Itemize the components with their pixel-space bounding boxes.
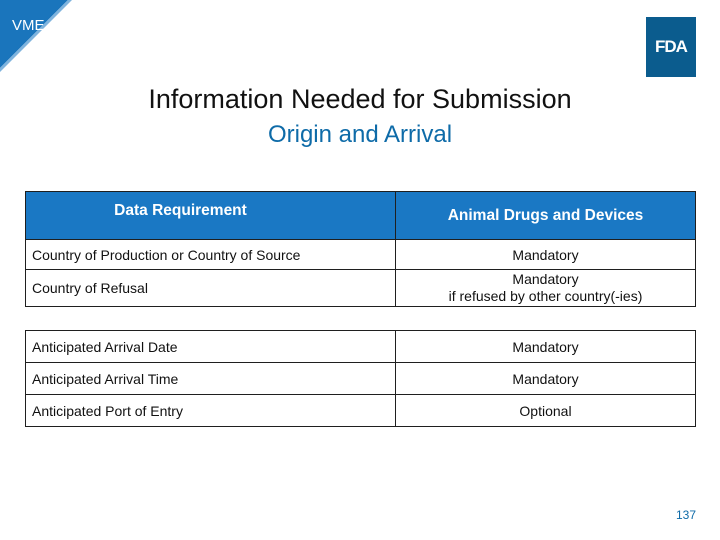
- table-row: [26, 395, 696, 427]
- requirements-table: [25, 191, 696, 427]
- corner-label: VME: [12, 17, 45, 34]
- corner-decoration: [0, 0, 80, 80]
- row-value: Mandatory: [512, 271, 579, 287]
- header-animal-drugs-devices: Animal Drugs and Devices: [396, 192, 696, 240]
- row-value: Mandatory: [396, 331, 696, 363]
- row-value-cell: [396, 270, 696, 307]
- table-row: [26, 240, 696, 270]
- page-subtitle: Origin and Arrival: [267, 121, 453, 148]
- table-row: [26, 270, 696, 307]
- row-requirement: Country of Refusal: [26, 270, 396, 307]
- row-requirement: Anticipated Arrival Time: [26, 363, 396, 395]
- table-header-row: [26, 192, 696, 240]
- page-number: 137: [675, 508, 696, 522]
- header-data-requirement: Data Requirement: [26, 192, 396, 240]
- table-row: [26, 331, 696, 363]
- row-requirement: Anticipated Port of Entry: [26, 395, 396, 427]
- page-title: Information Needed for Submission: [148, 84, 572, 114]
- fda-logo: FDA: [646, 17, 696, 77]
- row-value-note: if refused by other country(-ies): [448, 288, 643, 304]
- row-value: Optional: [396, 395, 696, 427]
- row-value: Mandatory: [396, 240, 696, 270]
- row-requirement: Anticipated Arrival Date: [26, 331, 396, 363]
- table-row: [26, 363, 696, 395]
- row-value: Mandatory: [396, 363, 696, 395]
- row-requirement: Country of Production or Country of Source: [26, 240, 396, 270]
- table-spacer: [26, 307, 696, 331]
